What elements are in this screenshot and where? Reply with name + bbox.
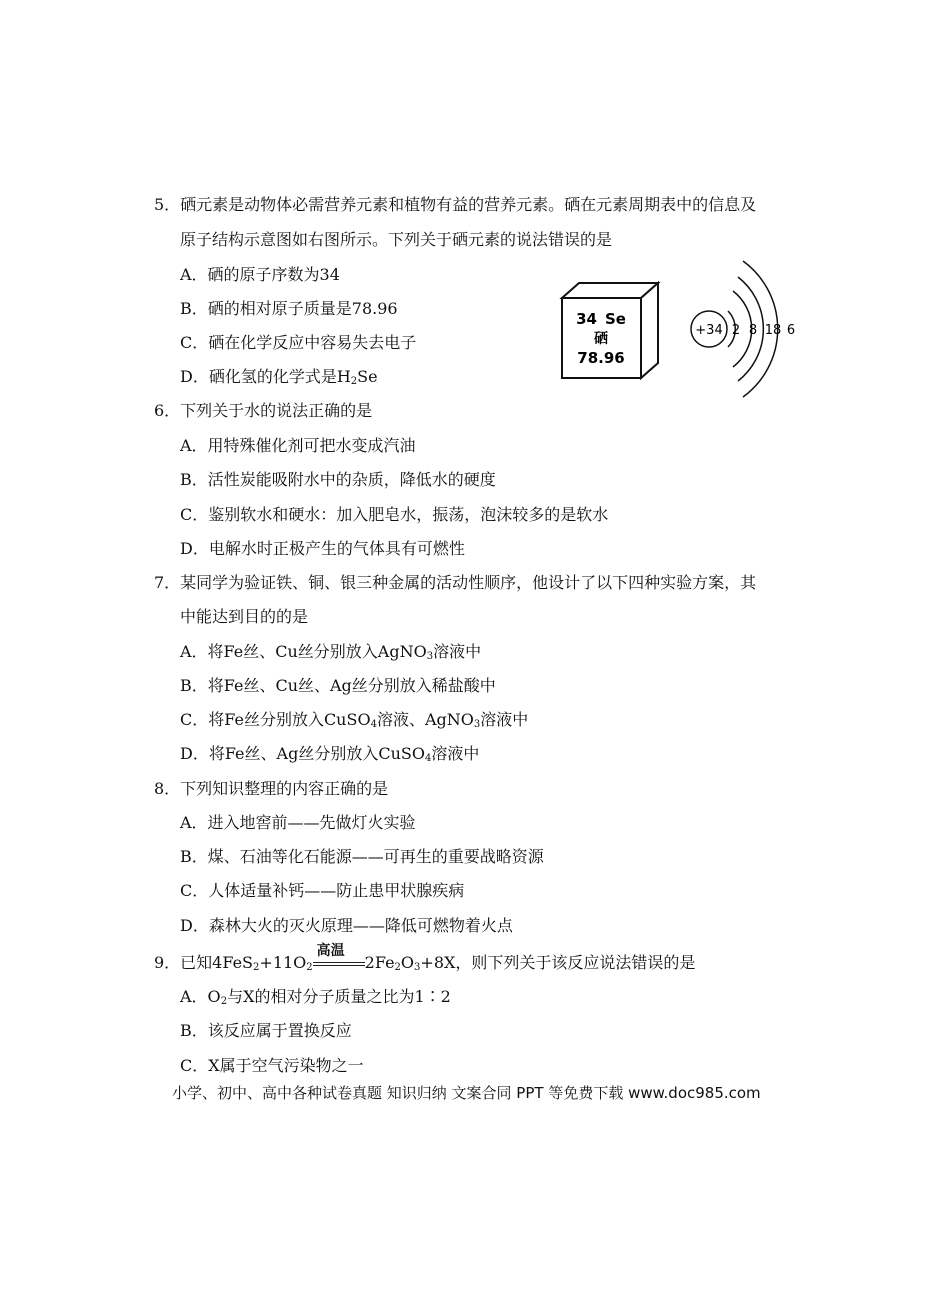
footer-download-note: 小学、初中、高中各种试卷真题 知识归纳 文案合同 PPT 等免费下载 www.doc985.com — [172, 1084, 761, 1102]
q8-option-a: A．进入地窖前——先做灯火实验 — [180, 813, 416, 832]
q8-stem: 8．下列知识整理的内容正确的是 — [154, 779, 389, 798]
reaction-condition: 高温 — [313, 953, 365, 973]
element-card — [562, 283, 658, 378]
selenium-figure — [555, 255, 815, 405]
q7-option-c: C．将Fe丝分别放入CuSO$_4$溶液、AgNO$_3$溶液中 — [180, 710, 529, 730]
q7-stem-line2: 中能达到目的的是 — [180, 607, 309, 626]
q5-option-c: C．硒在化学反应中容易失去电子 — [180, 333, 417, 352]
q7-option-a: A．将Fe丝、Cu丝分别放入AgNO$_3$溶液中 — [180, 642, 482, 662]
shell-electrons-3: 18 — [764, 323, 782, 338]
q6-option-b: B．活性炭能吸附水中的杂质，降低水的硬度 — [180, 470, 496, 489]
q7-stem-line1: 7．某同学为验证铁、铜、银三种金属的活动性顺序，他设计了以下四种实验方案，其 — [154, 573, 757, 592]
q5-option-d: D．硒化氢的化学式是$H_2Se$ — [180, 367, 378, 387]
shell-electrons-4: 6 — [786, 323, 796, 338]
q9-option-a: A．$O_2$与X的相对分子质量之比为1∶2 — [180, 987, 451, 1007]
q5-option-b: B．硒的相对原子质量是78.96 — [180, 299, 398, 318]
q8-option-c: C．人体适量补钙——防止患甲状腺疾病 — [180, 881, 465, 900]
element-name: 硒 — [594, 331, 608, 347]
shell-electrons-2: 8 — [748, 323, 758, 338]
element-mass: 78.96 — [577, 349, 625, 367]
q6-option-c: C．鉴别软水和硬水：加入肥皂水，振荡，泡沫较多的是软水 — [180, 505, 609, 524]
q9-option-c: C．X属于空气污染物之一 — [180, 1056, 364, 1075]
q6-option-d: D．电解水时正极产生的气体具有可燃性 — [180, 539, 465, 558]
q5-stem-line1: 5．硒元素是动物体必需营养元素和植物有益的营养元素。硒在元素周期表中的信息及 — [154, 195, 757, 214]
q5-option-a: A．硒的原子序数为34 — [180, 265, 340, 284]
q5-stem-line2: 原子结构示意图如右图所示。下列关于硒元素的说法错误的是 — [180, 230, 613, 249]
q7-option-d: D．将Fe丝、Ag丝分别放入CuSO$_4$溶液中 — [180, 744, 480, 764]
q9-option-b: B．该反应属于置换反应 — [180, 1021, 352, 1040]
shell-electrons-1: 2 — [731, 323, 741, 338]
atom-structure-diagram — [691, 261, 795, 397]
q6-stem: 6．下列关于水的说法正确的是 — [154, 401, 373, 420]
q8-option-d: D．森林大火的灭火原理——降低可燃物着火点 — [180, 916, 513, 935]
element-number-symbol: 34 Se — [576, 310, 626, 328]
q8-option-b: B．煤、石油等化石能源——可再生的重要战略资源 — [180, 847, 544, 866]
nucleus-charge: +34 — [695, 323, 723, 338]
q9-stem: 9．已知$4FeS_2+11O_2$ 高温 $2Fe_2O_3+8X$，则下列关于该反应说法错误的是 — [154, 943, 696, 973]
q7-option-b: B．将Fe丝、Cu丝、Ag丝分别放入稀盐酸中 — [180, 676, 496, 695]
q6-option-a: A．用特殊催化剂可把水变成汽油 — [180, 436, 416, 455]
